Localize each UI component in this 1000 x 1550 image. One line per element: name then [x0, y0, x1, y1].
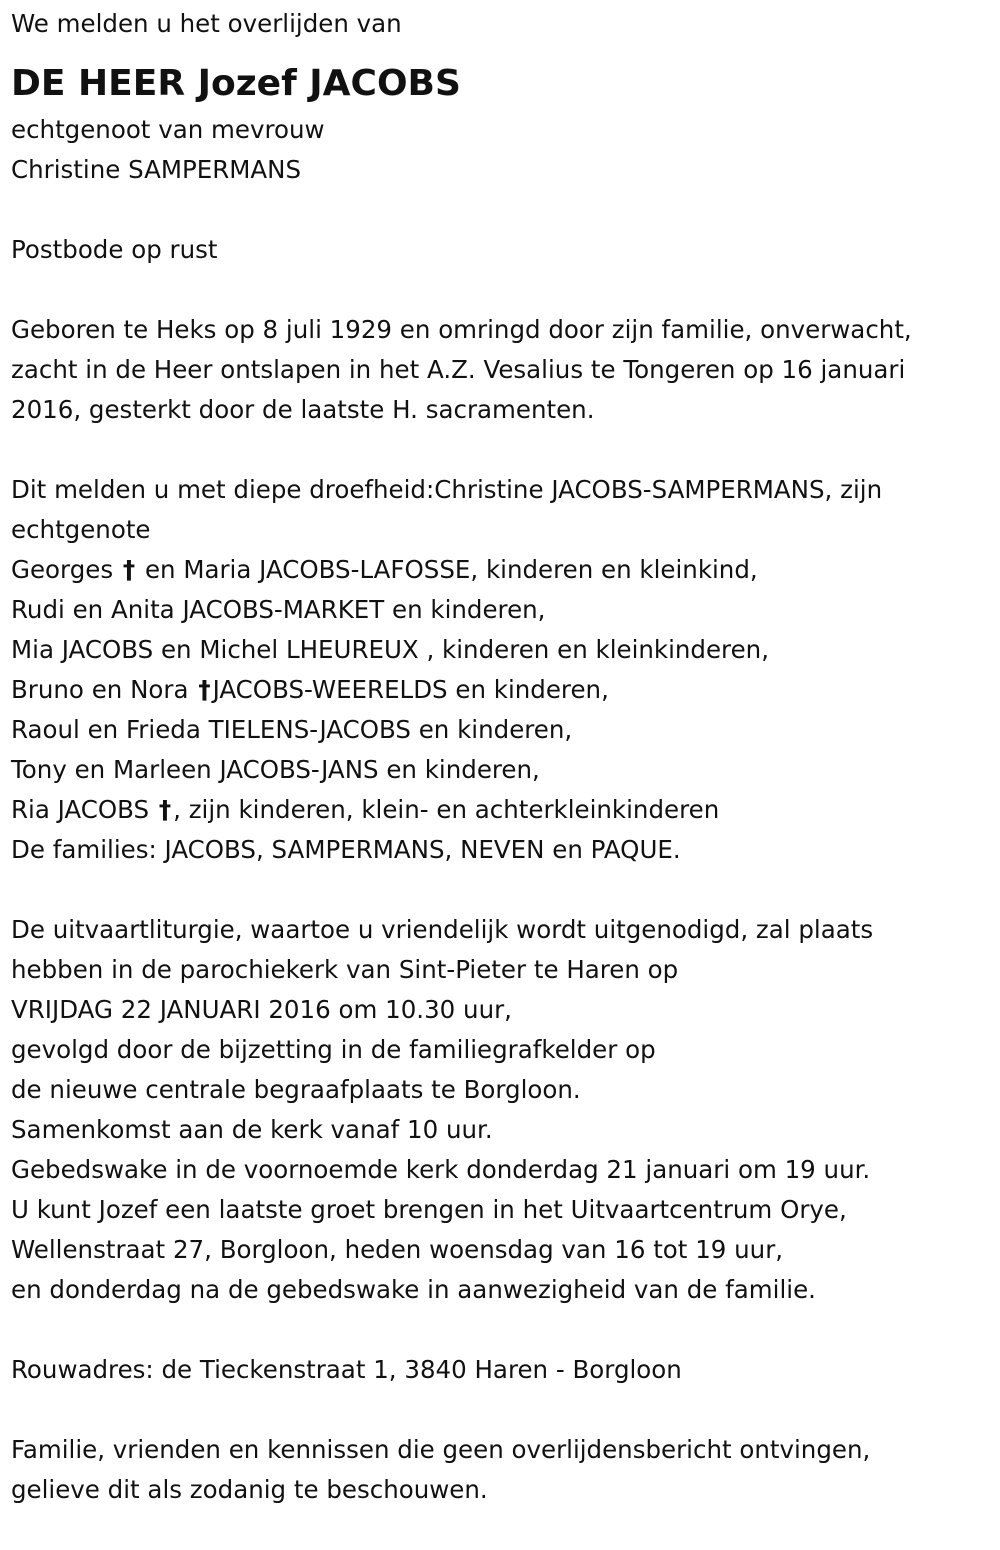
cross-icon: † — [198, 675, 211, 704]
spacer — [11, 430, 1000, 470]
mourner-raoul: Raoul en Frieda TIELENS-JACOBS en kinderen, — [11, 715, 573, 744]
funeral-line: De uitvaartliturgie, waartoe u vriendelijk wordt uitgenodigd, zal plaats — [11, 915, 874, 944]
spacer — [11, 270, 1000, 310]
families-line: De families: JACOBS, SAMPERMANS, NEVEN en PAQUE. — [11, 835, 681, 864]
spouse-line-2: Christine SAMPERMANS — [11, 155, 302, 184]
mourner-mia: Mia JACOBS en Michel LHEUREUX , kinderen en kleinkinderen, — [11, 635, 769, 664]
mourning-address: Rouwadres: de Tieckenstraat 1, 3840 Haren - Borgloon — [11, 1355, 682, 1384]
mourner-text: Ria JACOBS — [11, 795, 150, 824]
spacer — [11, 1390, 1000, 1430]
mourner-text: en Maria JACOBS-LAFOSSE, kinderen en kleinkind, — [144, 555, 758, 584]
mourner-bruno — [11, 670, 1000, 710]
birth-death-line: 2016, gesterkt door de laatste H. sacramenten. — [11, 395, 595, 424]
deceased-name: DE HEER Jozef JACOBS — [11, 63, 461, 104]
funeral-line: Samenkomst aan de kerk vanaf 10 uur. — [11, 1115, 493, 1144]
spacer — [11, 1310, 1000, 1350]
funeral-line: VRIJDAG 22 JANUARI 2016 om 10.30 uur, — [11, 995, 512, 1024]
mourner-ria — [11, 790, 1000, 830]
mourner-tony: Tony en Marleen JACOBS-JANS en kinderen, — [11, 755, 540, 784]
cross-icon: † — [158, 795, 172, 824]
funeral-line: U kunt Jozef een laatste groet brengen in het Uitvaartcentrum Orye, — [11, 1195, 847, 1224]
mourner-text: , zijn kinderen, klein- en achterkleinkinderen — [173, 795, 720, 824]
mourners-line: echtgenote — [11, 515, 151, 544]
birth-death-line: zacht in de Heer ontslapen in het A.Z. Vesalius te Tongeren op 16 januari — [11, 355, 906, 384]
mourner-rudi: Rudi en Anita JACOBS-MARKET en kinderen, — [11, 595, 546, 624]
mourner-text: Georges — [11, 555, 114, 584]
funeral-line: en donderdag na de gebedswake in aanwezigheid van de familie. — [11, 1275, 816, 1304]
mourner-georges — [11, 550, 1000, 590]
mourners-line: Dit melden u met diepe droefheid:Christine JACOBS-SAMPERMANS, zijn — [11, 475, 883, 504]
spouse-line-1: echtgenoot van mevrouw — [11, 115, 325, 144]
closing-line: gelieve dit als zodanig te beschouwen. — [11, 1475, 488, 1504]
funeral-line: de nieuwe centrale begraafplaats te Borgloon. — [11, 1075, 581, 1104]
funeral-line: Wellenstraat 27, Borgloon, heden woensdag van 16 tot 19 uur, — [11, 1235, 784, 1264]
spacer — [11, 190, 1000, 230]
funeral-line: hebben in de parochiekerk van Sint-Pieter te Haren op — [11, 955, 679, 984]
spacer — [11, 870, 1000, 910]
funeral-line: gevolgd door de bijzetting in de familiegrafkelder op — [11, 1035, 656, 1064]
intro-text: We melden u het overlijden van — [11, 9, 402, 38]
occupation: Postbode op rust — [11, 235, 218, 264]
funeral-line: Gebedswake in de voornoemde kerk donderdag 21 januari om 19 uur. — [11, 1155, 871, 1184]
closing-line: Familie, vrienden en kennissen die geen overlijdensbericht ontvingen, — [11, 1435, 871, 1464]
mourner-text: JACOBS-WEERELDS en kinderen, — [212, 675, 609, 704]
cross-icon: † — [122, 555, 136, 584]
mourner-text: Bruno en Nora — [11, 675, 189, 704]
birth-death-line: Geboren te Heks op 8 juli 1929 en omringd door zijn familie, onverwacht, — [11, 315, 912, 344]
